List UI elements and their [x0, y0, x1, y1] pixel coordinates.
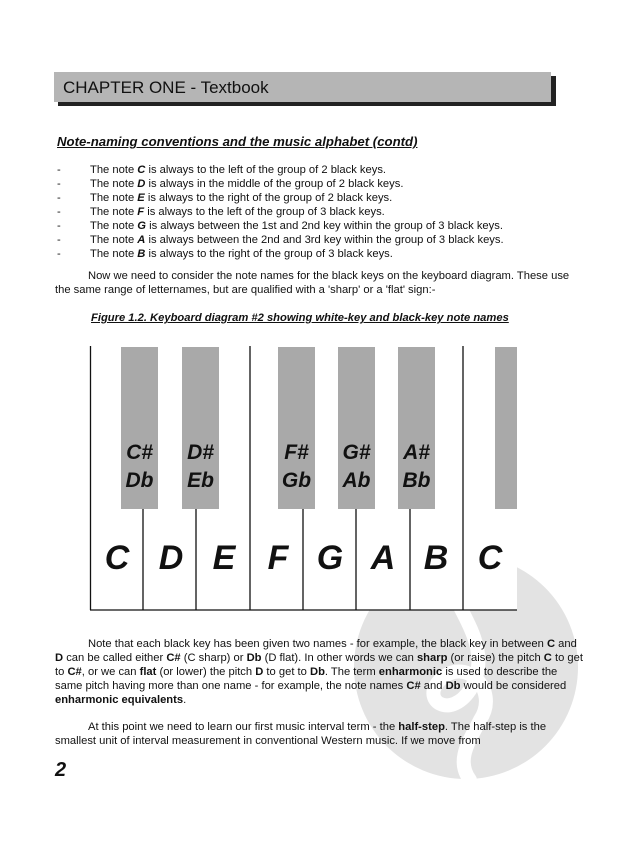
- white-key-label: B: [423, 539, 449, 577]
- white-key-label: G: [316, 539, 344, 577]
- white-key-label: E: [212, 539, 236, 577]
- list-item: - The note E is always to the right of the group of 2 black keys.: [57, 192, 393, 204]
- black-key-flat-label: Db: [125, 469, 154, 492]
- black-key-flat-label: Eb: [187, 469, 214, 492]
- black-key-flat-label: Ab: [342, 469, 371, 492]
- white-key-label: A: [370, 539, 396, 577]
- list-item: - The note D is always in the middle of the group of 2 black keys.: [57, 178, 404, 190]
- black-key-sharp-label: F#: [284, 441, 309, 464]
- list-item: - The note G is always between the 1st and 2nd key within the group of 3 black keys.: [57, 220, 503, 232]
- list-item: - The note C is always to the left of the group of 2 black keys.: [57, 164, 387, 176]
- black-key-flat-label: Gb: [281, 469, 312, 492]
- black-key-sharp-label: A#: [403, 441, 430, 464]
- list-item: - The note A is always between the 2nd and 3rd key within the group of 3 black keys.: [57, 234, 504, 246]
- list-item: - The note B is always to the right of the group of 3 black keys.: [57, 248, 393, 260]
- white-key-label: C: [104, 539, 130, 577]
- section-title: Note-naming conventions and the music alphabet (contd): [57, 134, 418, 149]
- page-number: 2: [55, 759, 67, 781]
- enharmonic-paragraph: Note that each black key has been given two names - for example, the black key in between C and D can be called either C# (C sharp) or Db (D flat). In other words we can sharp (or raise) the pitch C to get to C#, or we can flat (or lower) the pitch D to get to Db. The term enharmonic is used to describe the same pitch having more than one name - for example, the note names C# and Db would be considered enharmonic equivalents.: [55, 638, 583, 706]
- list-item: - The note F is always to the left of the group of 3 black keys.: [57, 206, 385, 218]
- white-key-label: F: [267, 539, 289, 577]
- figure-caption: Figure 1.2. Keyboard diagram #2 showing white-key and black-key note names: [91, 312, 509, 324]
- intro-paragraph: Now we need to consider the note names for the black keys on the keyboard diagram. These use the same range of letternames, but are qualified with a 'sharp' or a 'flat' sign:-: [55, 270, 570, 296]
- white-key-label: C: [477, 539, 503, 577]
- black-key-sharp-label: G#: [342, 441, 371, 464]
- white-key-label: D: [158, 539, 184, 577]
- black-key-sharp-label: D#: [187, 441, 214, 464]
- black-key-flat-label: Bb: [402, 469, 431, 492]
- black-key-sharp-label: C#: [126, 441, 153, 464]
- black-key-partial: [495, 347, 517, 509]
- chapter-title: CHAPTER ONE - Textbook: [63, 78, 269, 97]
- half-step-paragraph: At this point we need to learn our first music interval term - the half-step. The half-step is the smallest unit of interval measurement in conventional Western music. If we move from: [55, 721, 547, 747]
